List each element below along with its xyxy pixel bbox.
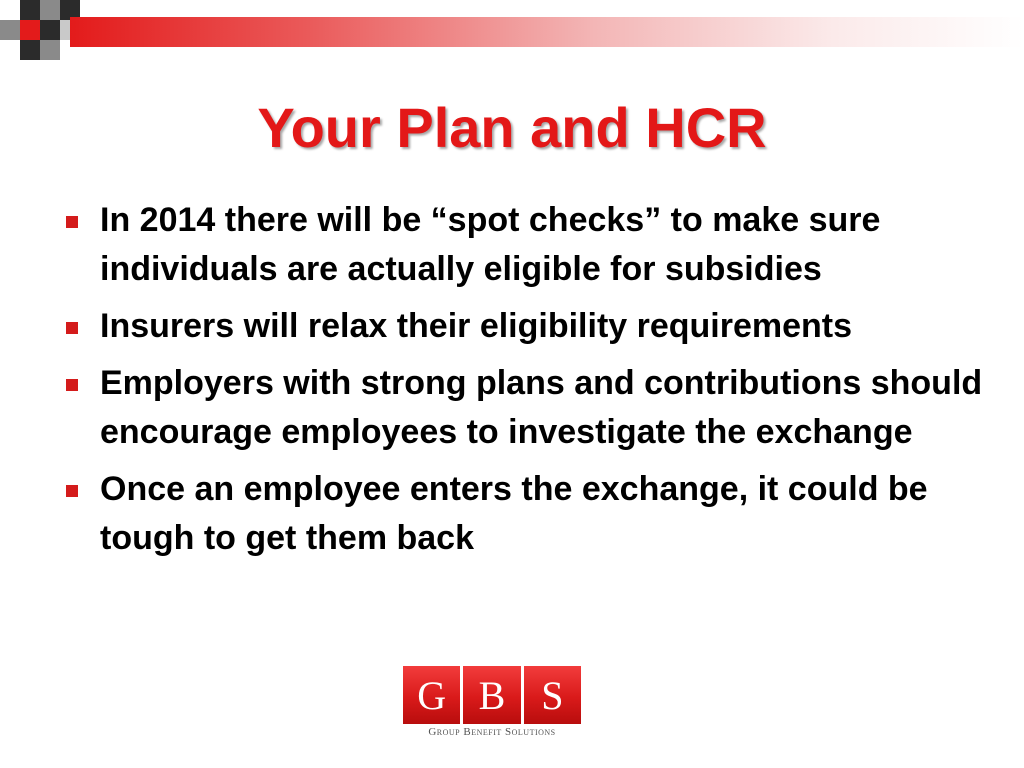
slide-title: Your Plan and HCR	[257, 96, 767, 159]
square-bullet-icon	[66, 485, 78, 497]
logo-letter-boxes	[403, 666, 581, 724]
square-bullet-icon	[66, 322, 78, 334]
bullet-text: In 2014 there will be “spot checks” to make sure individuals are actually eligible for subsidies	[100, 201, 881, 288]
bullet-item	[62, 302, 1012, 351]
logo-letter-g: G	[403, 666, 460, 724]
bullet-text: Employers with strong plans and contributions should encourage employees to investigate the exchange	[100, 364, 983, 451]
bullet-list	[62, 196, 1012, 571]
bullet-item	[62, 196, 1012, 294]
bullet-text: Insurers will relax their eligibility requirements	[100, 307, 853, 345]
square-bullet-icon	[66, 216, 78, 228]
square-bullet-icon	[66, 379, 78, 391]
bullet-item	[62, 465, 1012, 563]
bullet-text: Once an employee enters the exchange, it could be tough to get them back	[100, 470, 928, 557]
top-gradient-bar	[70, 17, 1024, 47]
logo-letter-b: B	[463, 666, 520, 724]
bullet-item	[62, 359, 1012, 457]
logo-company-name: Group Benefit Solutions	[428, 726, 556, 738]
gbs-logo	[403, 666, 581, 742]
logo-letter-s: S	[524, 666, 581, 724]
